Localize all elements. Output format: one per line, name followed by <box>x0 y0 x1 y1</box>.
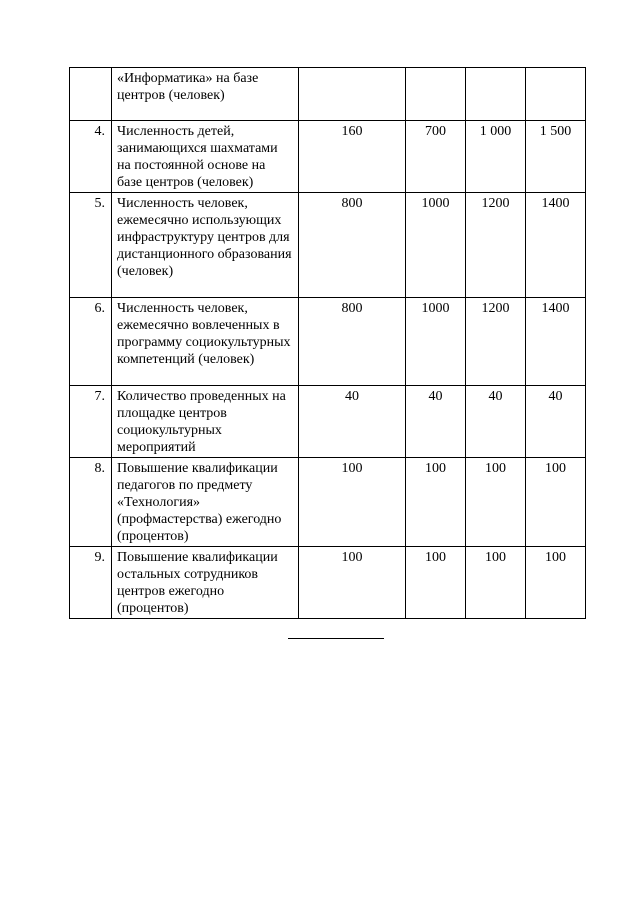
value-cell: 40 <box>466 386 526 458</box>
value-cell: 40 <box>526 386 586 458</box>
value-cell: 1200 <box>466 298 526 386</box>
value-cell: 100 <box>406 547 466 619</box>
indicator-name: Численность человек, ежемесячно использующих инфраструктуру центров для дистанционного образования (человек) <box>112 193 299 298</box>
value-cell: 100 <box>526 458 586 547</box>
indicator-name: Численность детей, занимающихся шахматами на постоянной основе на базе центров (человек) <box>112 121 299 193</box>
row-number: 8. <box>70 458 112 547</box>
value-cell: 100 <box>406 458 466 547</box>
row-number: 7. <box>70 386 112 458</box>
value-cell: 1000 <box>406 298 466 386</box>
table-row <box>70 458 586 547</box>
table-row <box>70 547 586 619</box>
indicator-name: Численность человек, ежемесячно вовлеченных в программу социокультурных компетенций (человек) <box>112 298 299 386</box>
row-number <box>70 68 112 121</box>
table-row <box>70 68 586 121</box>
value-cell: 100 <box>466 458 526 547</box>
table-row <box>70 193 586 298</box>
value-cell <box>406 68 466 121</box>
row-number: 4. <box>70 121 112 193</box>
value-cell <box>466 68 526 121</box>
value-cell: 100 <box>466 547 526 619</box>
value-cell <box>299 68 406 121</box>
table-row <box>70 121 586 193</box>
end-of-document-rule <box>288 638 384 639</box>
value-cell: 160 <box>299 121 406 193</box>
indicator-name: Повышение квалификации остальных сотрудников центров ежегодно (процентов) <box>112 547 299 619</box>
value-cell: 1 500 <box>526 121 586 193</box>
row-number: 5. <box>70 193 112 298</box>
row-number: 6. <box>70 298 112 386</box>
indicators-table <box>69 67 586 619</box>
value-cell: 1400 <box>526 193 586 298</box>
value-cell: 1200 <box>466 193 526 298</box>
value-cell <box>526 68 586 121</box>
value-cell: 40 <box>406 386 466 458</box>
value-cell: 100 <box>299 547 406 619</box>
indicator-name: «Информатика» на базе центров (человек) <box>112 68 299 121</box>
table-row <box>70 386 586 458</box>
row-number: 9. <box>70 547 112 619</box>
value-cell: 800 <box>299 193 406 298</box>
value-cell: 100 <box>526 547 586 619</box>
value-cell: 100 <box>299 458 406 547</box>
table-row <box>70 298 586 386</box>
value-cell: 1000 <box>406 193 466 298</box>
indicator-name: Количество проведенных на площадке центров социокультурных мероприятий <box>112 386 299 458</box>
value-cell: 40 <box>299 386 406 458</box>
indicator-name: Повышение квалификации педагогов по предмету «Технология» (профмастерства) ежегодно (процентов) <box>112 458 299 547</box>
value-cell: 1400 <box>526 298 586 386</box>
value-cell: 700 <box>406 121 466 193</box>
value-cell: 1 000 <box>466 121 526 193</box>
value-cell: 800 <box>299 298 406 386</box>
